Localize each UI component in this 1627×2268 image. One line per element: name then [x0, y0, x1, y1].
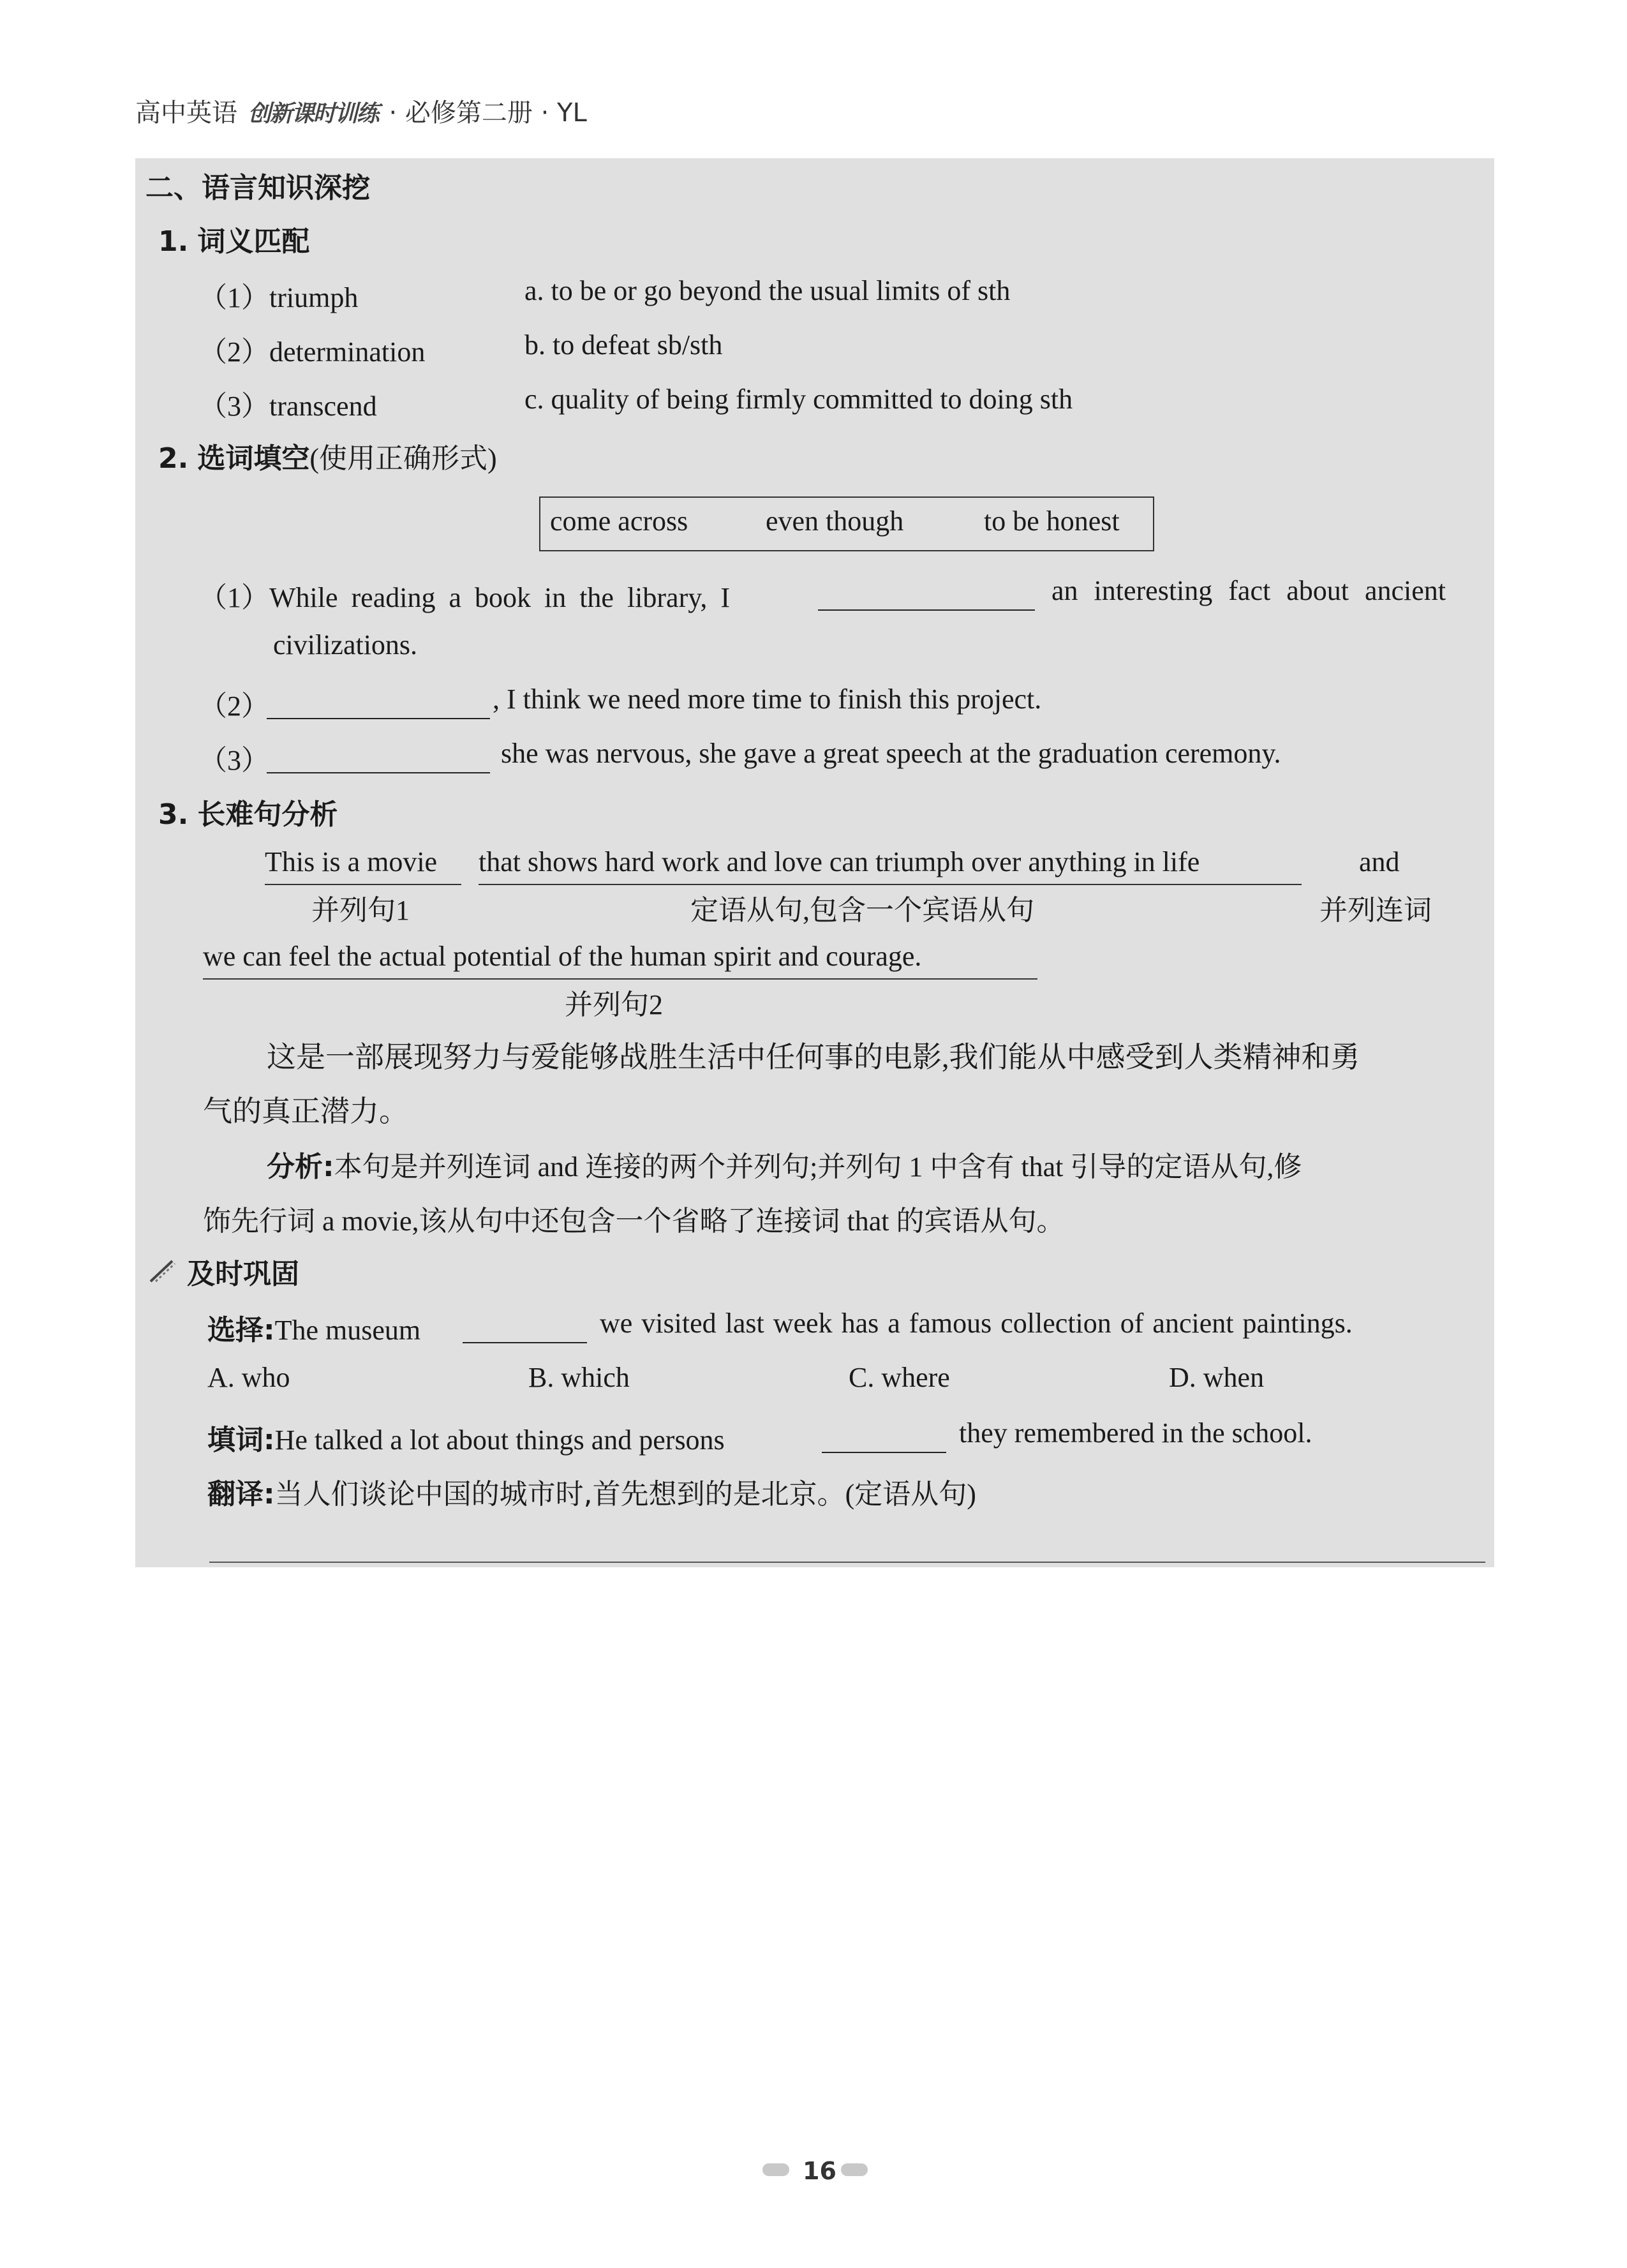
analysis-label: 分析: — [267, 1151, 334, 1183]
item-number: （2） — [199, 690, 269, 722]
word-text: triumph — [269, 282, 359, 313]
header-edition: · 必修第二册 · YL — [389, 98, 587, 128]
choice-question — [207, 1307, 420, 1348]
segment-label: 并列句1 — [311, 895, 410, 926]
item-text: While reading a book in the library, I — [269, 582, 731, 613]
part2-number: 2. — [158, 442, 189, 475]
fill-item-2-text: , I think we need more time to finish this project. — [493, 683, 1042, 715]
answer-blank[interactable] — [463, 1317, 587, 1343]
translation-line: 这是一部展现努力与爱能够战胜生活中任何事的电影,我们能从中感受到人类精神和勇 — [267, 1041, 1360, 1073]
word-text: transcend — [269, 391, 377, 422]
choice-text-after: we visited last week has a famous collection of ancient paintings. — [600, 1308, 1353, 1339]
word-bank-item: to be honest — [984, 505, 1120, 537]
word-number: （3） — [199, 391, 269, 422]
word-bank-item: even though — [766, 505, 904, 537]
practice-title: 及时巩固 — [187, 1258, 299, 1290]
word-item — [199, 329, 425, 369]
header-subject: 高中英语 — [135, 98, 237, 128]
translate-question — [207, 1471, 976, 1512]
word-bank-item: come across — [550, 505, 688, 537]
sentence-segment: that shows hard work and love can triumph over anything in life — [479, 846, 1200, 877]
translate-label: 翻译: — [207, 1478, 275, 1511]
item-number: （1） — [199, 582, 269, 613]
page-header — [135, 93, 587, 129]
definition-letter: b. — [524, 329, 546, 361]
definition-text: to be or go beyond the usual limits of sth — [551, 275, 1011, 306]
item-number: （3） — [199, 745, 269, 776]
part2-title: 选词填空 — [197, 442, 310, 475]
pencil-icon — [148, 1257, 177, 1287]
sentence-segment: we can feel the actual potential of the human spirit and courage. — [203, 941, 922, 972]
footer-decoration — [841, 2163, 868, 2176]
answer-blank[interactable] — [818, 584, 1035, 611]
word-item — [199, 274, 358, 315]
part3-title: 长难句分析 — [197, 798, 338, 831]
answer-blank[interactable] — [267, 692, 490, 719]
segment-underline — [479, 884, 1302, 885]
analysis-line: 饰先行词 a movie,该从句中还包含一个省略了连接词 that 的宾语从句。 — [203, 1205, 1065, 1237]
section-title: 二、语言知识深挖 — [145, 172, 370, 204]
segment-label: 并列连词 — [1319, 895, 1432, 926]
fill-item-3-text: she was nervous, she gave a great speech at the graduation ceremony. — [501, 738, 1281, 769]
segment-underline — [203, 978, 1037, 980]
option-a[interactable]: A. who — [207, 1362, 290, 1393]
definition-letter: a. — [524, 275, 544, 306]
segment-label: 并列句2 — [565, 989, 663, 1020]
translate-text: 当人们谈论中国的城市时,首先想到的是北京。 — [274, 1478, 845, 1511]
answer-line[interactable] — [209, 1562, 1485, 1563]
part2-note: (使用正确形式) — [309, 443, 497, 474]
part3-number: 3. — [158, 798, 189, 831]
footer-decoration — [762, 2163, 789, 2176]
translation-line: 气的真正潜力。 — [203, 1095, 408, 1128]
word-number: （2） — [199, 336, 269, 368]
page-number: 16 — [803, 2157, 836, 2185]
fill-item-1-cont: an interesting fact about ancient — [1051, 575, 1446, 606]
fill-text-after: they remembered in the school. — [959, 1417, 1312, 1449]
choice-label: 选择: — [207, 1314, 275, 1347]
part3-heading — [158, 791, 338, 832]
part2-heading — [158, 435, 497, 476]
fill-label: 填词: — [207, 1424, 275, 1456]
sentence-segment: and — [1359, 846, 1400, 877]
definition-text: to defeat sb/sth — [553, 329, 723, 361]
word-item — [199, 383, 377, 424]
fill-item-1 — [199, 574, 730, 615]
definition-item — [524, 274, 1010, 307]
fill-question — [207, 1417, 725, 1458]
part1-number: 1. — [158, 225, 189, 258]
option-b[interactable]: B. which — [528, 1362, 630, 1393]
word-text: determination — [269, 336, 426, 368]
sentence-segment: This is a movie — [265, 846, 438, 877]
definition-text: quality of being firmly committed to doing sth — [551, 384, 1073, 415]
translate-note: (定语从句) — [845, 1479, 976, 1510]
choice-text: The museum — [274, 1315, 421, 1346]
answer-blank[interactable] — [267, 747, 490, 773]
brand-logo: 创新课时训练 — [248, 101, 378, 127]
definition-item — [524, 383, 1073, 415]
option-c[interactable]: C. where — [849, 1362, 950, 1393]
analysis-text: 本句是并列连词 and 连接的两个并列句;并列句 1 中含有 that 引导的定语从句,修 — [334, 1151, 1302, 1182]
analysis-line — [267, 1144, 1302, 1184]
segment-label: 定语从句,包含一个宾语从句 — [690, 895, 1034, 926]
segment-underline — [265, 884, 461, 885]
part1-title: 词义匹配 — [197, 225, 310, 258]
answer-blank[interactable] — [822, 1426, 946, 1453]
part1-heading — [158, 218, 309, 259]
option-d[interactable]: D. when — [1169, 1362, 1265, 1393]
definition-item — [524, 329, 722, 361]
word-number: （1） — [199, 282, 269, 313]
definition-letter: c. — [524, 384, 544, 415]
fill-text: He talked a lot about things and persons — [274, 1424, 725, 1456]
fill-item-1-wrap: civilizations. — [273, 629, 418, 660]
